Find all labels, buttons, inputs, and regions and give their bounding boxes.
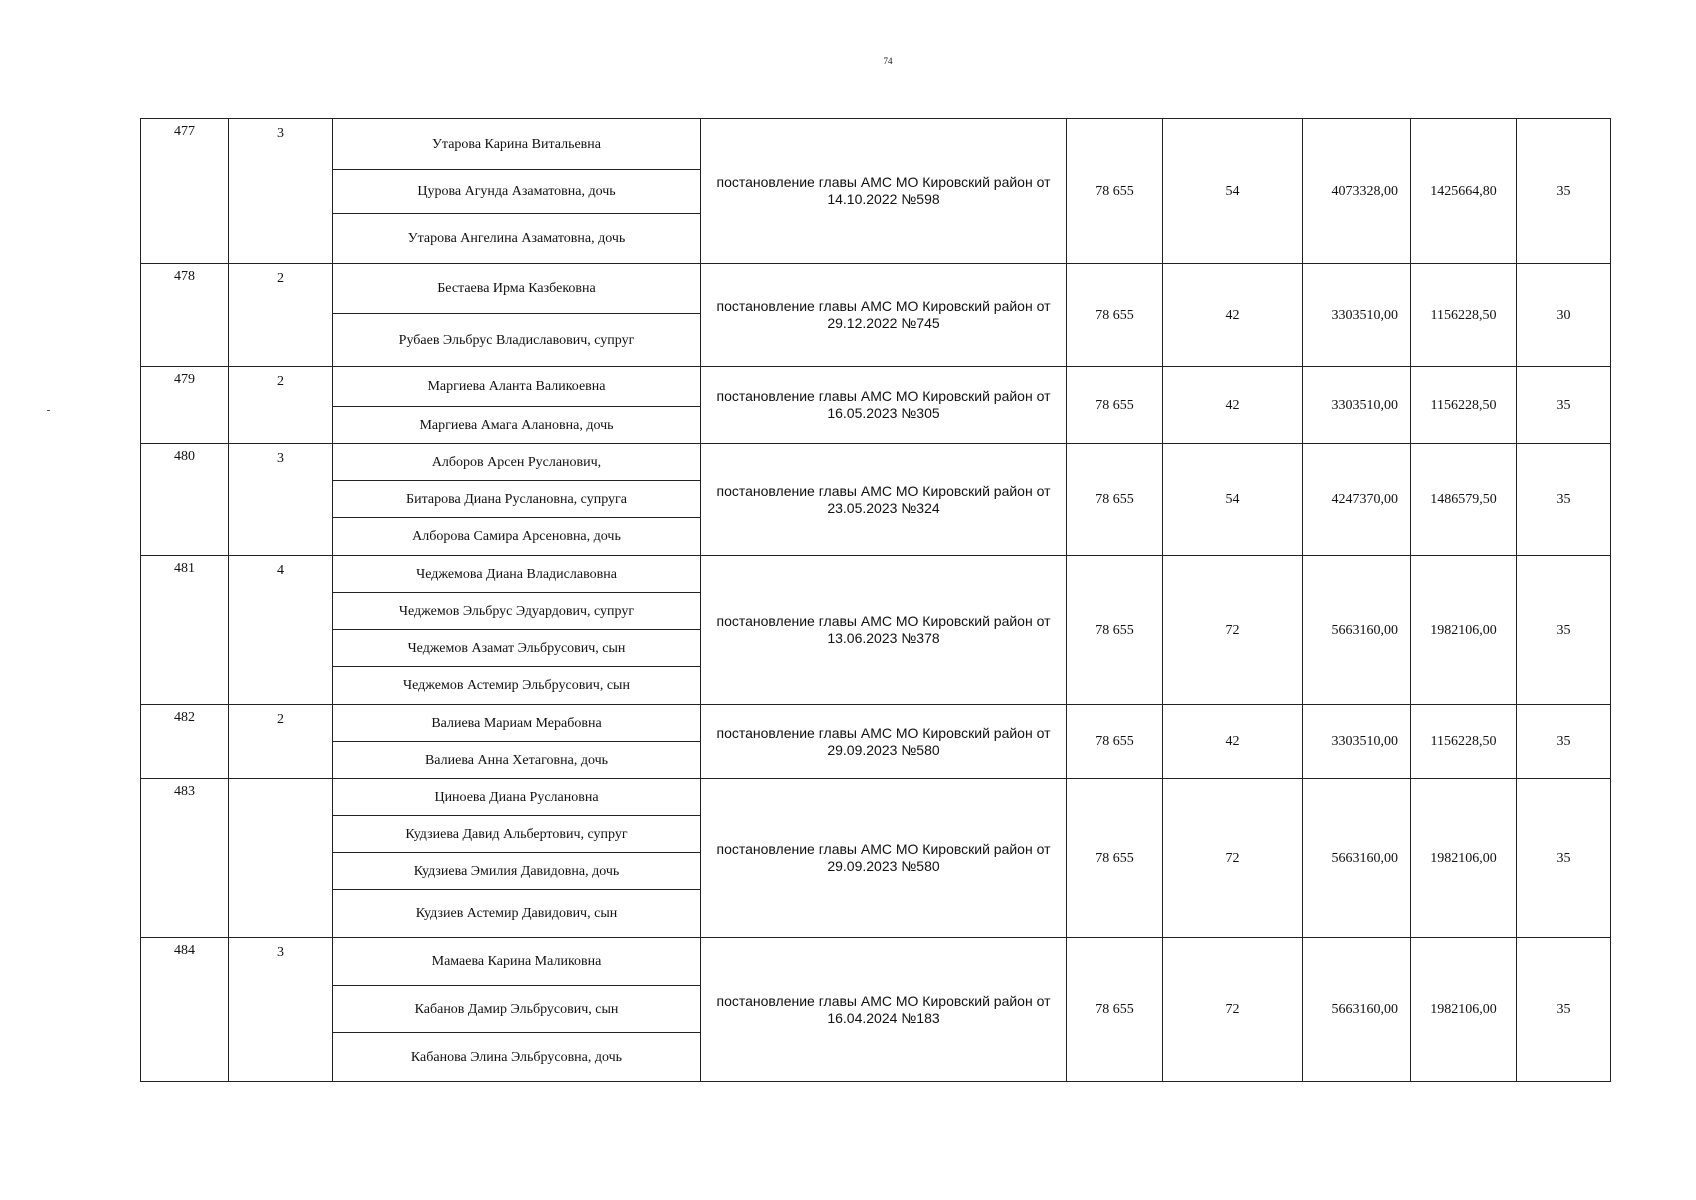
- table-row: [141, 705, 1611, 742]
- subsidy-percent: 35: [1517, 367, 1611, 444]
- decree-reference: постановление главы АМС МО Кировский район от 13.06.2023 №378: [701, 556, 1067, 705]
- housing-area: 72: [1163, 779, 1303, 938]
- housing-norm: 78 655: [1067, 779, 1163, 938]
- housing-area: 42: [1163, 367, 1303, 444]
- member-name: Алборов Арсен Русланович,: [333, 444, 701, 481]
- housing-area: 42: [1163, 705, 1303, 779]
- member-name: Бестаева Ирма Казбековна: [333, 264, 701, 314]
- subsidy-amount: 1156228,50: [1411, 264, 1517, 367]
- record-number: 483: [141, 779, 229, 938]
- decree-reference: постановление главы АМС МО Кировский район от 29.09.2023 №580: [701, 705, 1067, 779]
- subsidy-amount: 1156228,50: [1411, 705, 1517, 779]
- decree-reference: постановление главы АМС МО Кировский район от 29.12.2022 №745: [701, 264, 1067, 367]
- table-row: [141, 938, 1611, 986]
- decree-reference: постановление главы АМС МО Кировский район от 29.09.2023 №580: [701, 779, 1067, 938]
- page-number: 74: [883, 56, 893, 66]
- table-row: [141, 556, 1611, 593]
- member-name: Рубаев Эльбрус Владиславович, супруг: [333, 314, 701, 367]
- family-size: [229, 779, 333, 938]
- subsidy-amount: 1425664,80: [1411, 119, 1517, 264]
- housing-norm: 78 655: [1067, 938, 1163, 1082]
- member-name: Кудзиев Астемир Давидович, сын: [333, 890, 701, 938]
- member-name: Чеджемов Азамат Эльбрусович, сын: [333, 630, 701, 667]
- total-cost: 3303510,00: [1303, 367, 1411, 444]
- registry-table: [140, 118, 1611, 1082]
- member-name: Битарова Диана Руслановна, супруга: [333, 481, 701, 518]
- registry-body: [141, 119, 1611, 1082]
- member-name: Кабанова Элина Эльбрусовна, дочь: [333, 1033, 701, 1082]
- housing-area: 42: [1163, 264, 1303, 367]
- housing-area: 54: [1163, 444, 1303, 556]
- member-name: Кабанов Дамир Эльбрусович, сын: [333, 986, 701, 1033]
- scan-mark: [47, 410, 50, 411]
- member-name: Утарова Карина Витальевна: [333, 119, 701, 170]
- subsidy-percent: 35: [1517, 444, 1611, 556]
- family-size: 3: [229, 119, 333, 264]
- subsidy-percent: 35: [1517, 119, 1611, 264]
- decree-reference: постановление главы АМС МО Кировский район от 16.04.2024 №183: [701, 938, 1067, 1082]
- housing-area: 54: [1163, 119, 1303, 264]
- table-row: [141, 119, 1611, 170]
- family-size: 3: [229, 444, 333, 556]
- member-name: Маргиева Амага Алановна, дочь: [333, 407, 701, 444]
- decree-reference: постановление главы АМС МО Кировский район от 23.05.2023 №324: [701, 444, 1067, 556]
- subsidy-percent: 35: [1517, 556, 1611, 705]
- subsidy-amount: 1982106,00: [1411, 779, 1517, 938]
- member-name: Утарова Ангелина Азаматовна, дочь: [333, 214, 701, 264]
- housing-area: 72: [1163, 556, 1303, 705]
- member-name: Кудзиева Эмилия Давидовна, дочь: [333, 853, 701, 890]
- record-number: 480: [141, 444, 229, 556]
- family-size: 2: [229, 367, 333, 444]
- member-name: Чеджемов Астемир Эльбрусович, сын: [333, 667, 701, 705]
- housing-norm: 78 655: [1067, 264, 1163, 367]
- subsidy-amount: 1982106,00: [1411, 938, 1517, 1082]
- subsidy-percent: 35: [1517, 705, 1611, 779]
- housing-norm: 78 655: [1067, 556, 1163, 705]
- total-cost: 4247370,00: [1303, 444, 1411, 556]
- subsidy-amount: 1156228,50: [1411, 367, 1517, 444]
- member-name: Валиева Мариам Мерабовна: [333, 705, 701, 742]
- total-cost: 3303510,00: [1303, 264, 1411, 367]
- member-name: Циноева Диана Руслановна: [333, 779, 701, 816]
- member-name: Чеджемова Диана Владиславовна: [333, 556, 701, 593]
- member-name: Алборова Самира Арсеновна, дочь: [333, 518, 701, 556]
- housing-norm: 78 655: [1067, 367, 1163, 444]
- family-size: 2: [229, 264, 333, 367]
- total-cost: 3303510,00: [1303, 705, 1411, 779]
- record-number: 481: [141, 556, 229, 705]
- table-row: [141, 444, 1611, 481]
- record-number: 484: [141, 938, 229, 1082]
- decree-reference: постановление главы АМС МО Кировский район от 16.05.2023 №305: [701, 367, 1067, 444]
- subsidy-amount: 1982106,00: [1411, 556, 1517, 705]
- subsidy-percent: 35: [1517, 938, 1611, 1082]
- member-name: Валиева Анна Хетаговна, дочь: [333, 742, 701, 779]
- decree-reference: постановление главы АМС МО Кировский район от 14.10.2022 №598: [701, 119, 1067, 264]
- family-size: 2: [229, 705, 333, 779]
- housing-norm: 78 655: [1067, 705, 1163, 779]
- record-number: 478: [141, 264, 229, 367]
- member-name: Мамаева Карина Маликовна: [333, 938, 701, 986]
- member-name: Цурова Агунда Азаматовна, дочь: [333, 170, 701, 214]
- housing-norm: 78 655: [1067, 119, 1163, 264]
- total-cost: 4073328,00: [1303, 119, 1411, 264]
- record-number: 482: [141, 705, 229, 779]
- subsidy-percent: 35: [1517, 779, 1611, 938]
- family-size: 3: [229, 938, 333, 1082]
- housing-norm: 78 655: [1067, 444, 1163, 556]
- record-number: 477: [141, 119, 229, 264]
- record-number: 479: [141, 367, 229, 444]
- total-cost: 5663160,00: [1303, 938, 1411, 1082]
- subsidy-percent: 30: [1517, 264, 1611, 367]
- table-row: [141, 779, 1611, 816]
- housing-area: 72: [1163, 938, 1303, 1082]
- member-name: Кудзиева Давид Альбертович, супруг: [333, 816, 701, 853]
- total-cost: 5663160,00: [1303, 556, 1411, 705]
- family-size: 4: [229, 556, 333, 705]
- member-name: Маргиева Аланта Валикоевна: [333, 367, 701, 407]
- total-cost: 5663160,00: [1303, 779, 1411, 938]
- table-row: [141, 367, 1611, 407]
- subsidy-amount: 1486579,50: [1411, 444, 1517, 556]
- table-row: [141, 264, 1611, 314]
- member-name: Чеджемов Эльбрус Эдуардович, супруг: [333, 593, 701, 630]
